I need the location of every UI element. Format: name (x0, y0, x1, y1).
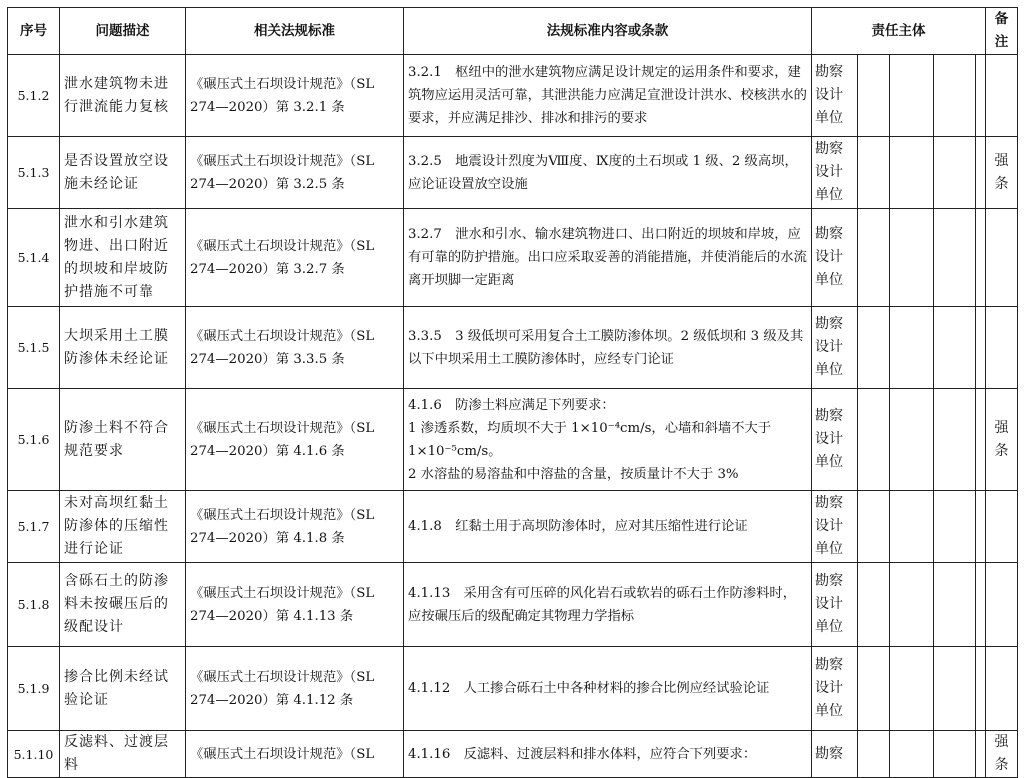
issue-description: 大坝采用土工膜防渗体未经论证 (60, 307, 186, 389)
responsible-blank-cell (890, 209, 934, 307)
responsible-blank-cell (890, 491, 934, 563)
table-row (8, 563, 1018, 647)
standard-reference: 《碾压式土石坝设计规范》（SL 274—2020）第 3.2.5 条 (186, 137, 404, 209)
issue-description: 泄水建筑物未进行泄流能力复核 (60, 55, 186, 137)
responsible-party: 勘察设计单位 (812, 137, 858, 209)
responsible-blank-cell (934, 491, 976, 563)
header-issue: 问题描述 (60, 8, 186, 55)
responsible-blank-cell (858, 307, 890, 389)
standard-reference: 《碾压式土石坝设计规范》（SL 274—2020）第 4.1.8 条 (186, 491, 404, 563)
header-no: 序号 (8, 8, 60, 55)
clause-line: 4.1.6 防渗土料应满足下列要求： (408, 397, 615, 413)
row-number: 5.1.9 (8, 647, 60, 731)
standard-reference: 《碾压式土石坝设计规范》（SL 274—2020）第 3.3.5 条 (186, 307, 404, 389)
row-number: 5.1.2 (8, 55, 60, 137)
responsible-party: 勘察设计单位 (812, 563, 858, 647)
row-number: 5.1.8 (8, 563, 60, 647)
standard-reference: 《碾压式土石坝设计规范》（SL 274—2020）第 4.1.6 条 (186, 389, 404, 491)
clause-content (404, 389, 812, 491)
responsible-party: 勘察 (812, 731, 858, 778)
responsible-blank-cell (976, 209, 986, 307)
header-remark: 备注 (986, 8, 1018, 55)
responsible-blank-cell (934, 55, 976, 137)
responsible-blank-cell (858, 389, 890, 491)
table-header-row (8, 8, 1018, 55)
issue-description: 含砾石土的防渗料未按碾压后的级配设计 (60, 563, 186, 647)
clause-line: 3.2.7 泄水和引水、输水建筑物进口、出口附近的坝坡和岸坡，应有可靠的防护措施。出口应采取妥善的消能措施，并使消能后的水流离开坝脚一定距离 (408, 227, 807, 288)
responsible-party: 勘察设计单位 (812, 491, 858, 563)
issue-description: 防渗土料不符合规范要求 (60, 389, 186, 491)
clause-content (404, 307, 812, 389)
table-row (8, 647, 1018, 731)
table-row (8, 137, 1018, 209)
responsible-blank-cell (934, 307, 976, 389)
responsible-blank-cell (934, 647, 976, 731)
row-number: 5.1.5 (8, 307, 60, 389)
clause-line: 1 渗透系数，均质坝不大于 1×10⁻⁴cm/s，心墙和斜墙不大于 1×10⁻⁵cm/s。 (408, 420, 772, 459)
clause-line: 3.3.5 3 级低坝可采用复合土工膜防渗体坝。2 级低坝和 3 级及其以下中坝采用土工膜防渗体时，应经专门论证 (408, 328, 804, 367)
clause-content (404, 647, 812, 731)
standard-reference: 《碾压式土石坝设计规范》（SL 274—2020）第 3.2.7 条 (186, 209, 404, 307)
responsible-blank-cell (890, 563, 934, 647)
remark-cell: 强条 (986, 389, 1018, 491)
issue-description: 未对高坝红黏土防渗体的压缩性进行论证 (60, 491, 186, 563)
responsible-party: 勘察设计单位 (812, 55, 858, 137)
standard-reference: 《碾压式土石坝设计规范》（SL 274—2020）第 4.1.13 条 (186, 563, 404, 647)
responsible-blank-cell (934, 137, 976, 209)
responsible-blank-cell (858, 563, 890, 647)
row-number: 5.1.10 (8, 731, 60, 778)
issue-description: 掺合比例未经试验论证 (60, 647, 186, 731)
responsible-blank-cell (890, 647, 934, 731)
responsible-blank-cell (890, 731, 934, 778)
row-number: 5.1.7 (8, 491, 60, 563)
row-number: 5.1.4 (8, 209, 60, 307)
clause-content (404, 491, 812, 563)
remark-cell (986, 55, 1018, 137)
responsible-blank-cell (934, 563, 976, 647)
responsible-party: 勘察设计单位 (812, 647, 858, 731)
clause-content (404, 55, 812, 137)
responsible-blank-cell (890, 137, 934, 209)
responsible-blank-cell (934, 389, 976, 491)
issue-description: 是否设置放空设施未经论证 (60, 137, 186, 209)
remark-cell: 强条 (986, 137, 1018, 209)
regulation-table-page (7, 7, 1017, 778)
responsible-blank-cell (934, 209, 976, 307)
table-row (8, 209, 1018, 307)
responsible-blank-cell (976, 731, 986, 778)
regulation-table (7, 7, 1018, 778)
clause-line: 3.2.1 枢纽中的泄水建筑物应满足设计规定的运用条件和要求，建筑物应运用灵活可靠，其泄洪能力应满足宣泄设计洪水、校核洪水的要求，并应满足排沙、排冰和排污的要求 (408, 65, 807, 126)
clause-content (404, 137, 812, 209)
header-content: 法规标准内容或条款 (404, 8, 812, 55)
remark-cell (986, 563, 1018, 647)
responsible-blank-cell (890, 55, 934, 137)
responsible-blank-cell (858, 209, 890, 307)
clause-content (404, 731, 812, 778)
table-row (8, 389, 1018, 491)
table-body (8, 55, 1018, 778)
standard-reference: 《碾压式土石坝设计规范》（SL 274—2020）第 4.1.12 条 (186, 647, 404, 731)
responsible-blank-cell (934, 731, 976, 778)
table-row (8, 55, 1018, 137)
remark-cell: 强条 (986, 731, 1018, 778)
header-standard: 相关法规标准 (186, 8, 404, 55)
clause-line: 4.1.13 采用含有可压碎的风化岩石或软岩的砾石土作防渗料时，应按碾压后的级配确定其物理力学指标 (408, 585, 797, 624)
responsible-blank-cell (890, 389, 934, 491)
table-row (8, 491, 1018, 563)
responsible-blank-cell (858, 647, 890, 731)
remark-cell (986, 209, 1018, 307)
issue-description: 反滤料、过渡层料 (60, 731, 186, 778)
responsible-blank-cell (976, 491, 986, 563)
clause-line: 4.1.16 反滤料、过渡层料和排水体料，应符合下列要求： (408, 746, 757, 762)
responsible-blank-cell (976, 55, 986, 137)
responsible-blank-cell (976, 389, 986, 491)
responsible-blank-cell (858, 137, 890, 209)
row-number: 5.1.6 (8, 389, 60, 491)
issue-description: 泄水和引水建筑物进、出口附近的坝坡和岸坡防护措施不可靠 (60, 209, 186, 307)
standard-reference: 《碾压式土石坝设计规范》（SL (186, 731, 404, 778)
responsible-party: 勘察设计单位 (812, 389, 858, 491)
remark-cell (986, 647, 1018, 731)
standard-reference: 《碾压式土石坝设计规范》（SL 274—2020）第 3.2.1 条 (186, 55, 404, 137)
clause-line: 3.2.5 地震设计烈度为Ⅷ度、Ⅸ度的土石坝或 1 级、2 级高坝，应论证设置放空设施 (408, 153, 798, 192)
responsible-blank-cell (976, 137, 986, 209)
responsible-blank-cell (976, 307, 986, 389)
header-responsible: 责任主体 (812, 8, 986, 55)
responsible-blank-cell (976, 563, 986, 647)
responsible-party: 勘察设计单位 (812, 307, 858, 389)
remark-cell (986, 307, 1018, 389)
responsible-party: 勘察设计单位 (812, 209, 858, 307)
clause-content (404, 209, 812, 307)
clause-line: 2 水溶盐的易溶盐和中溶盐的含量，按质量计不大于 3% (408, 466, 739, 482)
clause-line: 4.1.12 人工掺合砾石土中各种材料的掺合比例应经试验论证 (408, 681, 770, 696)
responsible-blank-cell (890, 307, 934, 389)
remark-cell (986, 491, 1018, 563)
responsible-blank-cell (858, 491, 890, 563)
responsible-blank-cell (976, 647, 986, 731)
clause-line: 4.1.8 红黏土用于高坝防渗体时，应对其压缩性进行论证 (408, 519, 748, 534)
responsible-blank-cell (858, 731, 890, 778)
table-row (8, 307, 1018, 389)
table-row (8, 731, 1018, 778)
row-number: 5.1.3 (8, 137, 60, 209)
responsible-blank-cell (858, 55, 890, 137)
clause-content (404, 563, 812, 647)
